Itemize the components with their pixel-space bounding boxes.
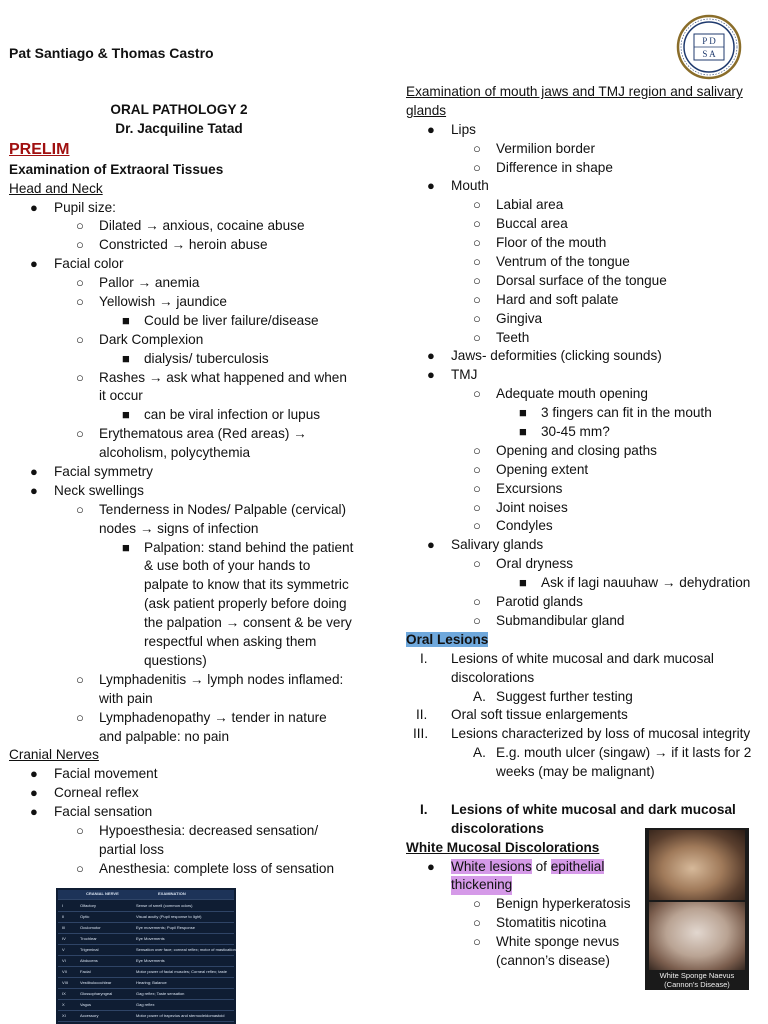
- list-item: II. Oral soft tissue enlargements: [416, 707, 628, 723]
- list-item: I. Lesions of white mucosal and dark mucosal: [420, 650, 714, 666]
- list-item: ● Pupil size:: [9, 199, 369, 218]
- list-item: ○ Teeth: [406, 329, 768, 348]
- bullet-circle-icon: ○: [473, 480, 481, 496]
- bullet-circle-icon: ○: [473, 499, 481, 515]
- bullet-square-icon: ■: [519, 575, 527, 591]
- list-item: ■ Ask if lagi nauuhaw → dehydration: [406, 574, 768, 593]
- list-item: ● Facial symmetry: [9, 463, 369, 482]
- table-cell: IV: [62, 936, 66, 941]
- table-cell: Gag reflex; Taste sensation: [136, 991, 185, 996]
- list-item: ■ Could be liver failure/disease: [9, 312, 369, 331]
- bullet-disc-icon: ●: [30, 256, 38, 272]
- table-row: [58, 979, 234, 989]
- list-item: ○ Stomatitis nicotina: [406, 914, 768, 933]
- table-cell: II: [62, 914, 65, 919]
- bullet-circle-icon: ○: [473, 594, 481, 610]
- list-item: ● TMJ: [406, 366, 768, 385]
- list-item: ○ Oral dryness: [406, 555, 768, 574]
- list-item: ○ Parotid glands: [406, 593, 768, 612]
- cranial-nerves-heading: Cranial Nerves: [9, 747, 99, 763]
- table-cell: Gag reflex: [136, 1002, 155, 1007]
- bullet-circle-icon: ○: [473, 386, 481, 402]
- bullet-circle-icon: ○: [473, 254, 481, 270]
- table-row: [58, 957, 234, 967]
- photo-panel-top: [649, 830, 745, 900]
- list-item-cont: & use both of your hands to: [144, 558, 311, 574]
- list-item: ○ Benign hyperkeratosis: [406, 895, 768, 914]
- table-cell: Vagus: [80, 1002, 92, 1007]
- bullet-square-icon: ■: [122, 407, 130, 423]
- list-item: ○ Opening extent: [406, 461, 768, 480]
- bullet-circle-icon: ○: [473, 291, 481, 307]
- list-item: ○ Adequate mouth opening: [406, 385, 768, 404]
- list-item: ● Jaws- deformities (clicking sounds): [406, 347, 768, 366]
- list-item-cont: (cannon’s disease): [496, 952, 610, 968]
- list-item: ● Lips: [406, 121, 768, 140]
- list-item: ■ Palpation: stand behind the patient: [9, 539, 369, 558]
- bullet-disc-icon: ●: [427, 537, 435, 553]
- bullet-disc-icon: ●: [30, 785, 38, 801]
- bullet-disc-icon: ●: [427, 178, 435, 194]
- head-neck-heading: Head and Neck: [9, 180, 103, 196]
- white-sponge-naevus-photo: [645, 828, 749, 990]
- bullet-circle-icon: ○: [473, 197, 481, 213]
- table-cell: IX: [62, 991, 66, 996]
- list-item: ■ dialysis/ tuberculosis: [9, 350, 369, 369]
- list-item: ○ Erythematous area (Red areas) →: [9, 425, 369, 444]
- bullet-circle-icon: ○: [473, 934, 481, 950]
- list-item: ■ 30-45 mm?: [406, 423, 768, 442]
- list-item-cont: palpate to know that its symmetric: [144, 577, 349, 593]
- list-item: ○ White sponge nevus: [406, 933, 768, 952]
- bullet-square-icon: ■: [519, 405, 527, 421]
- table-header-row: CRANIAL NERVE EXAMINATION: [58, 890, 234, 900]
- table-cell: Abducens: [80, 958, 98, 963]
- exam-mouth-heading-cont: glands: [406, 102, 447, 118]
- bullet-square-icon: ■: [122, 539, 130, 555]
- table-row: [58, 935, 234, 945]
- prelim-heading: PRELIM: [9, 140, 70, 158]
- cranial-nerve-table-image: [56, 888, 236, 1024]
- logo-text-bottom: S A: [702, 49, 716, 59]
- list-item: ● Mouth: [406, 177, 768, 196]
- bullet-circle-icon: ○: [473, 329, 481, 345]
- list-item: ○ Joint noises: [406, 499, 768, 518]
- bullet-circle-icon: ○: [473, 518, 481, 534]
- table-cell: VIII: [62, 980, 69, 985]
- table-cell: Motor power of facial muscles; Corneal reflex; taste: [136, 969, 227, 974]
- list-item: ● Facial color: [9, 255, 369, 274]
- table-cell: I: [62, 903, 64, 908]
- table-cell: Eye movements; Pupil Response: [136, 925, 195, 930]
- bullet-circle-icon: ○: [473, 915, 481, 931]
- bullet-square-icon: ■: [122, 312, 130, 328]
- list-item: ○ Difference in shape: [406, 159, 768, 178]
- table-cell: Sense of smell (common odors): [136, 903, 193, 908]
- list-item-cont: nodes → signs of infection: [99, 520, 259, 536]
- table-row: [58, 968, 234, 978]
- list-item: III. Lesions characterized by loss of mucosal integrity: [413, 726, 751, 742]
- bullet-circle-icon: ○: [473, 442, 481, 458]
- bullet-disc-icon: ●: [427, 348, 435, 364]
- bullet-circle-icon: ○: [76, 860, 84, 876]
- list-item: ○ Dilated → anxious, cocaine abuse: [9, 217, 369, 236]
- table-cell: Motor power of trapezius and sternocleidomastoid: [136, 1013, 225, 1018]
- bullet-circle-icon: ○: [473, 896, 481, 912]
- table-cell: XI: [62, 1013, 66, 1018]
- table-row: [58, 990, 234, 1000]
- list-item: ○ Lymphadenitis → lymph nodes inflamed:: [9, 671, 369, 690]
- list-item-cont: it occur: [99, 388, 143, 404]
- list-item: A. E.g. mouth ulcer (singaw) → if it lasts for 2: [473, 745, 752, 761]
- table-cell: Oculomotor: [80, 925, 101, 930]
- logo-text-top: P D: [702, 36, 716, 46]
- bullet-circle-icon: ○: [76, 331, 84, 347]
- list-item: ○ Rashes → ask what happened and when: [9, 369, 369, 388]
- list-item: ○ Opening and closing paths: [406, 442, 768, 461]
- table-cell: Facial: [80, 969, 91, 974]
- table-cell: VII: [62, 969, 67, 974]
- pdsa-seal-logo: [676, 14, 742, 80]
- table-cell: Glossopharyngeal: [80, 991, 113, 996]
- exam-mouth-heading: Examination of mouth jaws and TMJ region and salivary: [406, 84, 743, 99]
- list-item: ● Facial movement: [9, 765, 369, 784]
- list-item: ○ Dorsal surface of the tongue: [406, 272, 768, 291]
- bullet-disc-icon: ●: [427, 858, 435, 874]
- table-cell: VI: [62, 958, 66, 963]
- course-title: ORAL PATHOLOGY 2: [110, 102, 248, 117]
- list-item-cont: with pain: [99, 690, 153, 706]
- list-item: ● White lesions of epithelial: [406, 858, 768, 877]
- bullet-circle-icon: ○: [76, 426, 84, 442]
- left-column: [9, 101, 369, 879]
- bullet-disc-icon: ●: [427, 121, 435, 137]
- exam-extraoral-heading: Examination of Extraoral Tissues: [9, 161, 224, 177]
- table-cell: Vestibulocochlear: [80, 980, 112, 985]
- photo-panel-bottom: [649, 902, 745, 970]
- list-item-cont: weeks (may be malignant): [496, 764, 655, 780]
- list-item-cont: respectful when asking them: [144, 634, 317, 650]
- bullet-circle-icon: ○: [76, 237, 84, 253]
- list-item: ○ Yellowish → jaundice: [9, 293, 369, 312]
- list-item-cont: and palpable: no pain: [99, 728, 230, 744]
- list-item: ● Corneal reflex: [9, 784, 369, 803]
- instructor: Dr. Jacquiline Tatad: [115, 120, 243, 136]
- photo-caption: White Sponge Naevus (Cannon's Disease): [659, 971, 735, 989]
- list-item: ○ Pallor → anemia: [9, 274, 369, 293]
- bullet-circle-icon: ○: [76, 501, 84, 517]
- bullet-circle-icon: ○: [473, 272, 481, 288]
- table-cell: Eye Movements: [136, 958, 165, 963]
- bullet-disc-icon: ●: [30, 464, 38, 480]
- bullet-circle-icon: ○: [76, 709, 84, 725]
- table-cell: Sensation over face; corneal reflex; motor of mastication: [136, 947, 236, 952]
- table-cell: X: [62, 1002, 65, 1007]
- white-mucosal-heading: White Mucosal Discolorations: [406, 839, 600, 855]
- list-item: ○ Submandibular gland: [406, 612, 768, 631]
- table-cell: Visual acuity (Pupil response to light): [136, 914, 202, 919]
- table-cell: Hearing; Balance: [136, 980, 167, 985]
- bullet-square-icon: ■: [519, 424, 527, 440]
- list-item: ○ Labial area: [406, 196, 768, 215]
- table-cell: III: [62, 925, 66, 930]
- bullet-square-icon: ■: [122, 350, 130, 366]
- bullet-circle-icon: ○: [473, 216, 481, 232]
- list-item: ○ Hard and soft palate: [406, 291, 768, 310]
- bullet-circle-icon: ○: [473, 159, 481, 175]
- bullet-circle-icon: ○: [473, 140, 481, 156]
- list-item: ○ Dark Complexion: [9, 331, 369, 350]
- list-item: ○ Constricted → heroin abuse: [9, 236, 369, 255]
- list-item: ■ can be viral infection or lupus: [9, 406, 369, 425]
- section-heading: I. Lesions of white mucosal and dark mucosal: [420, 801, 736, 817]
- table-row: [58, 913, 234, 923]
- table-cell: Optic: [80, 914, 90, 919]
- table-cell: Eye Movements: [136, 936, 165, 941]
- table-row: [58, 1012, 234, 1022]
- list-item: ○ Gingiva: [406, 310, 768, 329]
- table-row: [58, 902, 234, 912]
- bullet-circle-icon: ○: [76, 369, 84, 385]
- oral-lesions-heading: Oral Lesions: [406, 631, 489, 647]
- bullet-disc-icon: ●: [427, 367, 435, 383]
- bullet-disc-icon: ●: [30, 804, 38, 820]
- list-item-cont: partial loss: [99, 841, 164, 857]
- list-item-cont: (ask patient properly before doing: [144, 596, 347, 612]
- table-row: [58, 1001, 234, 1011]
- bullet-circle-icon: ○: [76, 218, 84, 234]
- list-item: ○ Ventrum of the tongue: [406, 253, 768, 272]
- list-item-cont: questions): [144, 652, 207, 668]
- table-cell: V: [62, 947, 65, 952]
- bullet-circle-icon: ○: [473, 612, 481, 628]
- list-item: ○ Vermilion border: [406, 140, 768, 159]
- bullet-circle-icon: ○: [473, 556, 481, 572]
- table-cell: Accessory: [80, 1013, 99, 1018]
- list-item: ● Neck swellings: [9, 482, 369, 501]
- table-cell: Trigeminal: [80, 947, 99, 952]
- list-item: ○ Floor of the mouth: [406, 234, 768, 253]
- bullet-disc-icon: ●: [30, 766, 38, 782]
- table-row: [58, 946, 234, 956]
- table-cell: Trochlear: [80, 936, 97, 941]
- authors: Pat Santiago & Thomas Castro: [9, 45, 214, 61]
- list-item: ○ Buccal area: [406, 215, 768, 234]
- bullet-circle-icon: ○: [473, 310, 481, 326]
- list-item-cont: alcoholism, polycythemia: [99, 445, 251, 461]
- list-item: ● Facial sensation: [9, 803, 369, 822]
- section-heading-cont: discolorations: [451, 820, 544, 836]
- table-cell: Olfactory: [80, 903, 97, 908]
- bullet-circle-icon: ○: [76, 275, 84, 291]
- bullet-circle-icon: ○: [76, 822, 84, 838]
- list-item: ○ Tenderness in Nodes/ Palpable (cervical): [9, 501, 369, 520]
- bullet-circle-icon: ○: [473, 235, 481, 251]
- list-item-cont: thickening: [406, 876, 768, 895]
- bullet-circle-icon: ○: [76, 671, 84, 687]
- list-item: ■ 3 fingers can fit in the mouth: [406, 404, 768, 423]
- list-item-cont: discolorations: [451, 669, 535, 685]
- list-item: ○ Condyles: [406, 517, 768, 536]
- bullet-circle-icon: ○: [76, 294, 84, 310]
- list-item: ● Salivary glands: [406, 536, 768, 555]
- list-item-cont: the palpation → consent & be very: [144, 615, 352, 631]
- bullet-disc-icon: ●: [30, 482, 38, 498]
- list-item: A. Suggest further testing: [473, 688, 633, 704]
- bullet-disc-icon: ●: [30, 199, 38, 215]
- list-item: ○ Anesthesia: complete loss of sensation: [9, 860, 369, 879]
- bullet-circle-icon: ○: [473, 461, 481, 477]
- list-item: ○ Lymphadenopathy → tender in nature: [9, 709, 369, 728]
- table-row: [58, 924, 234, 934]
- list-item: ○ Excursions: [406, 480, 768, 499]
- list-item: ○ Hypoesthesia: decreased sensation/: [9, 822, 369, 841]
